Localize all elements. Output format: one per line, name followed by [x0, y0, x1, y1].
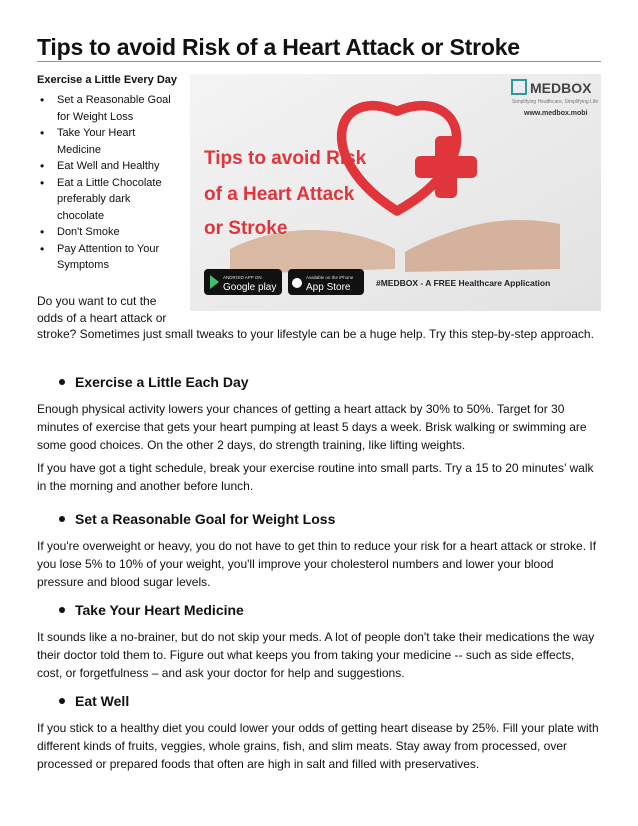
svg-text:Simplifying Healthcare, Simpli: Simplifying Healthcare, Simplifying Life	[512, 99, 599, 105]
hero-headline-line: Tips to avoid Risk	[204, 148, 367, 169]
hero-hashtag: #MEDBOX - A FREE Healthcare Application	[376, 278, 551, 288]
section-paragraph: Enough physical activity lowers your chances of getting a heart attack by 30% to 50%. Target for 30 minutes of exercise that gets your heart pumping at least 5 days a week. Brisk walking or swimming are some good choices. On the other 2 days, do strength training, like lifting weights.	[37, 402, 587, 452]
svg-text:App Store: App Store	[306, 282, 351, 293]
google-play-badge[interactable]	[204, 269, 282, 295]
apple-icon	[292, 278, 302, 288]
section-weight-loss	[37, 509, 603, 591]
svg-text:Available on the iPhone: Available on the iPhone	[306, 275, 354, 280]
svg-text:MEDBOX: MEDBOX	[530, 80, 592, 96]
list-item: • Eat Well and Healthy	[37, 158, 177, 175]
list-item: • Don't Smoke	[37, 224, 177, 241]
svg-text:Google play: Google play	[223, 282, 277, 293]
section-paragraph: It sounds like a no-brainer, but do not skip your meds. A lot of people don't take their medications the way their doctor told them to. Figure out what keeps you from taking your medicine -- such as side effects, cost, or forgetfulness – and ask your doctor for help and suggestions.	[37, 630, 595, 680]
section-heading: Take Your Heart Medicine	[37, 600, 603, 620]
section-heading: Eat Well	[37, 691, 603, 711]
intro-text-part2: stroke? Sometimes just small tweaks to your lifestyle can be a huge help. Try this step-by-step approach.	[37, 327, 594, 341]
intro-text-part1: Do you want to cut the odds of a heart attack or	[37, 294, 167, 325]
section-exercise	[37, 372, 603, 495]
section-paragraph: If you have got a tight schedule, break your exercise routine into small parts. Try a 15 to 20 minutes’ walk in the morning and another before lunch.	[37, 461, 594, 493]
title-underline	[37, 61, 601, 62]
section-paragraph: If you stick to a healthy diet you could lower your odds of getting heart disease by 25%. Fill your plate with different kinds of fruits, veggies, whole grains, fish, and slim meats. Stay away from processed, over processed or prepared foods that often are high in salt and filled with preservatives.	[37, 721, 599, 771]
svg-text:ANDROID APP ON: ANDROID APP ON	[223, 275, 262, 280]
list-item: • Take Your Heart Medicine	[37, 125, 177, 158]
hero-headline-line: or Stroke	[204, 218, 288, 239]
list-item: • Eat a Little Chocolate preferably dark chocolate	[37, 175, 177, 225]
section-heart-medicine	[37, 600, 603, 682]
section-eat-well	[37, 691, 603, 773]
list-item: • Set a Reasonable Goal for Weight Loss	[37, 92, 177, 125]
page-title: Tips to avoid Risk of a Heart Attack or Stroke	[37, 34, 520, 60]
section-heading: Set a Reasonable Goal for Weight Loss	[37, 509, 603, 529]
sidebar-list	[37, 92, 177, 274]
app-store-badge[interactable]	[288, 269, 364, 295]
hero-banner-image	[190, 74, 601, 311]
svg-text:www.medbox.mobi: www.medbox.mobi	[524, 110, 588, 117]
hero-headline-line: of a Heart Attack	[204, 184, 355, 205]
list-item: • Pay Attention to Your Symptoms	[37, 241, 177, 274]
section-paragraph: If you're overweight or heavy, you do not have to get thin to reduce your risk for a heart attack or stroke. If you lose 5% to 10% of your weight, you'll improve your cholesterol numbers and lower your blood pressure and blood sugar levels.	[37, 539, 597, 589]
sidebar-heading: Exercise a Little Every Day	[37, 74, 178, 86]
section-heading: Exercise a Little Each Day	[37, 372, 603, 392]
